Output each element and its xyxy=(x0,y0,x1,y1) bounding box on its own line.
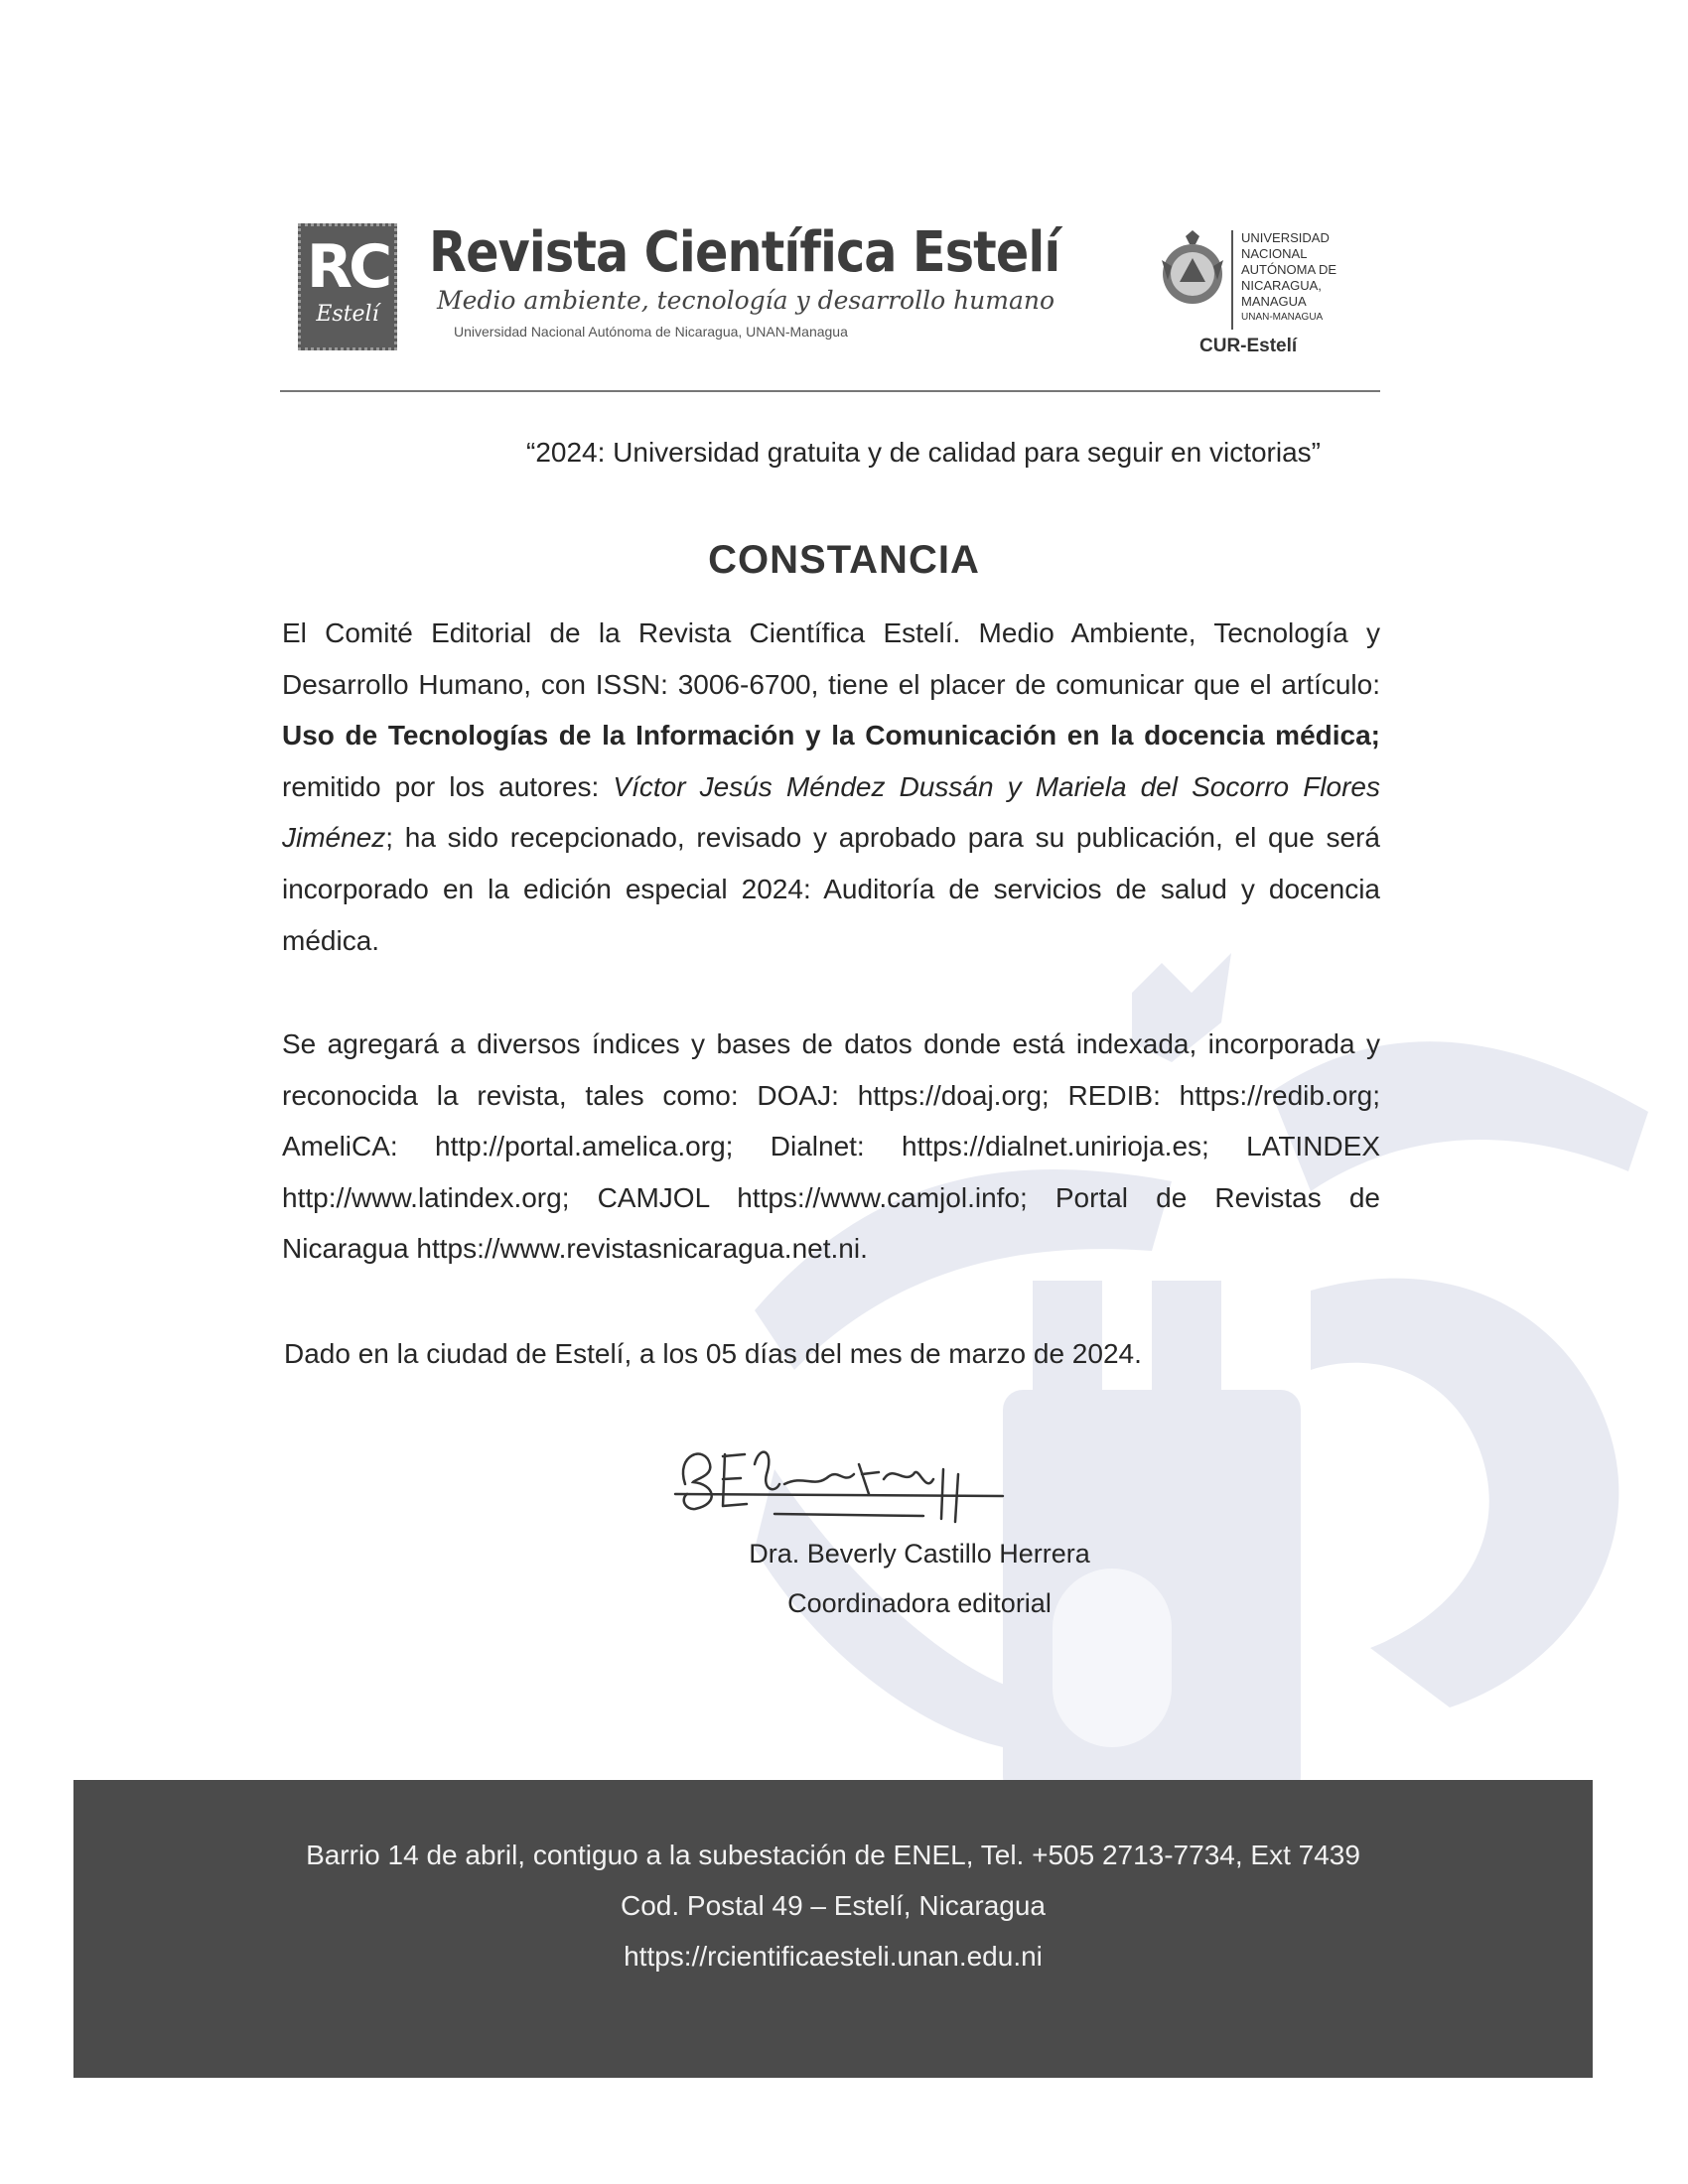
header-divider xyxy=(280,390,1380,392)
university-line: NACIONAL xyxy=(1241,246,1308,261)
campus-label: CUR-Estelí xyxy=(1199,336,1298,356)
approval-text: ; ha sido recepcionado, revisado y aprobado para su publicación, el que será incorporado en la edición especial 2024: Auditoría de servicios de salud y docencia médica. xyxy=(282,822,1380,956)
logo-city: Estelí xyxy=(316,302,379,327)
signatory-role: Coordinadora editorial xyxy=(787,1588,1052,1618)
page-title: CONSTANCIA xyxy=(708,538,980,582)
university-line: MANAGUA xyxy=(1241,294,1307,309)
university-line: NICARAGUA, xyxy=(1241,278,1322,293)
handwritten-signature xyxy=(665,1434,1013,1524)
university-divider xyxy=(1231,230,1233,330)
footer-postal: Cod. Postal 49 – Estelí, Nicaragua xyxy=(620,1890,1046,1921)
university-line: AUTÓNOMA DE xyxy=(1241,262,1337,277)
university-name xyxy=(1241,230,1336,326)
intro-text: El Comité Editorial de la Revista Científica Estelí. Medio Ambiente, Tecnología y Desarrollo Humano, con ISSN: 3006-6700, tiene el placer de comunicar que el artículo: xyxy=(282,617,1380,700)
article-title: Uso de Tecnologías de la Información y la Comunicación en la docencia médica; xyxy=(282,720,1380,751)
footer-address: Barrio 14 de abril, contiguo a la subestación de ENEL, Tel. +505 2713-7734, Ext 7439 xyxy=(306,1840,1360,1870)
footer-bar xyxy=(73,1780,1593,2078)
journal-subtitle: Medio ambiente, tecnología y desarrollo humano xyxy=(437,286,1055,315)
authors-lead: remitido por los autores: xyxy=(282,770,614,802)
signatory-name: Dra. Beverly Castillo Herrera xyxy=(749,1539,1090,1569)
body-paragraph-2: Se agregará a diversos índices y bases de datos donde está indexada, incorporada y reconocida la revista, tales como: DOAJ: https://doaj.org; REDIB: https://redib.org; AmeliCA: http://portal.amelica.org; Dialnet: https://dialnet.unirioja.es; LATINDEX http://www.latindex.org; CAMJOL https://www.camjol.info; Portal de Revistas de Nicaragua https://www.revistasnicaragua.net.ni. xyxy=(282,1028,1380,1265)
body-paragraph-3: Dado en la ciudad de Estelí, a los 05 días del mes de marzo de 2024. xyxy=(284,1338,1142,1369)
footer-url[interactable]: https://rcientificaesteli.unan.edu.ni xyxy=(624,1941,1043,1972)
journal-title: Revista Científica Estelí xyxy=(429,220,1060,285)
authors-names: Víctor Jesús Méndez Dussán y Mariela del Socorro Flores Jiménez xyxy=(282,770,1380,854)
journal-university: Universidad Nacional Autónoma de Nicaragua, UNAN-Managua xyxy=(454,324,848,340)
body-paragraph-1 xyxy=(282,608,1380,966)
university-seal-icon xyxy=(1158,230,1227,312)
journal-logo xyxy=(298,223,397,350)
year-motto: “2024: Universidad gratuita y de calidad para seguir en victorias” xyxy=(526,437,1321,468)
logo-initials: RC xyxy=(306,232,389,302)
university-line: UNIVERSIDAD xyxy=(1241,230,1330,245)
university-line: UNAN-MANAGUA xyxy=(1241,312,1324,323)
